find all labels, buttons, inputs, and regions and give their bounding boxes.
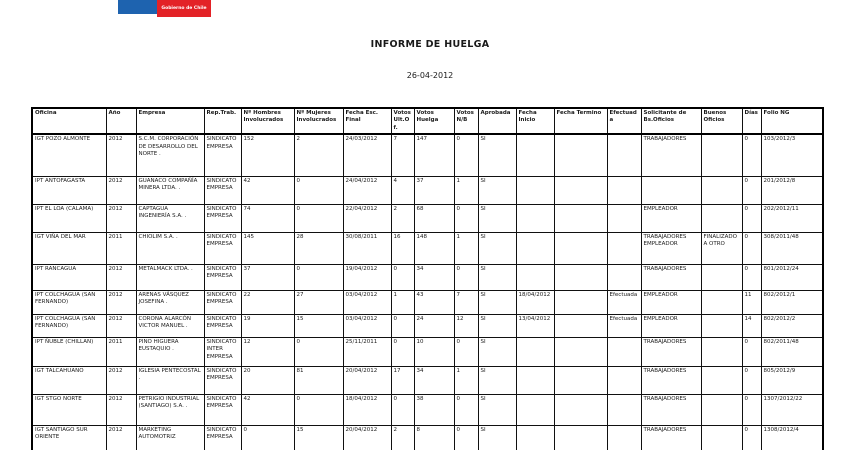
header-row bbox=[32, 108, 823, 134]
table-cell bbox=[607, 337, 641, 366]
table-cell: 0 bbox=[391, 394, 414, 425]
table-cell: 0 bbox=[742, 232, 761, 264]
table-cell bbox=[701, 366, 742, 394]
table-cell: 4 bbox=[391, 176, 414, 204]
column-header: Votos N/B bbox=[454, 108, 478, 134]
table-cell: 0 bbox=[454, 394, 478, 425]
table-cell: IGT VIÑA DEL MAR bbox=[32, 232, 106, 264]
table-row bbox=[32, 290, 823, 314]
table-cell: ARENAS VÁSQUEZ JOSEFINA . bbox=[136, 290, 204, 314]
table-cell: 0 bbox=[294, 394, 343, 425]
table-cell: 0 bbox=[241, 425, 294, 450]
table-cell: SI bbox=[478, 314, 516, 337]
table-cell: 8 bbox=[414, 425, 454, 450]
table-cell: 2011 bbox=[106, 232, 136, 264]
table-cell: 0 bbox=[742, 337, 761, 366]
table-cell: METALMACK LTDA. . bbox=[136, 264, 204, 290]
table-cell: 37 bbox=[241, 264, 294, 290]
table-cell: CAPTAGUA INGENIERÍA S.A. . bbox=[136, 204, 204, 232]
table-cell: 2012 bbox=[106, 134, 136, 176]
table-cell: MARKETING AUTOMOTRIZ bbox=[136, 425, 204, 450]
table-cell bbox=[701, 134, 742, 176]
table-cell bbox=[701, 264, 742, 290]
table-cell bbox=[701, 176, 742, 204]
table-cell: 22/04/2012 bbox=[343, 204, 391, 232]
table-row bbox=[32, 337, 823, 366]
table-cell bbox=[554, 232, 607, 264]
table-cell bbox=[516, 176, 554, 204]
table-cell bbox=[516, 425, 554, 450]
table-cell: TRABAJADORES bbox=[641, 134, 701, 176]
table-cell bbox=[554, 425, 607, 450]
table-cell: IGT STGO NORTE bbox=[32, 394, 106, 425]
table-cell: 03/04/2012 bbox=[343, 290, 391, 314]
table-cell: IPT COLCHAGUA (SAN FERNANDO) bbox=[32, 314, 106, 337]
table-cell: SI bbox=[478, 204, 516, 232]
column-header: Solicitante de Bs.Oficios bbox=[641, 108, 701, 134]
table-cell: TRABAJADORES bbox=[641, 337, 701, 366]
table-cell bbox=[701, 337, 742, 366]
logo-flag-blue bbox=[118, 0, 157, 14]
table-cell: GUANACO COMPAÑÍA MINERA LTDA. . bbox=[136, 176, 204, 204]
table-cell: 2012 bbox=[106, 394, 136, 425]
table-cell: 7 bbox=[391, 134, 414, 176]
column-header: Rep.Trab. bbox=[204, 108, 241, 134]
table-cell: SI bbox=[478, 366, 516, 394]
table-cell: 802/2012/2 bbox=[761, 314, 823, 337]
table-cell: TRABAJADORES bbox=[641, 394, 701, 425]
table-cell: 0 bbox=[742, 394, 761, 425]
table-cell: 1 bbox=[454, 366, 478, 394]
table-cell bbox=[607, 394, 641, 425]
table-cell bbox=[607, 134, 641, 176]
table-cell: 0 bbox=[742, 204, 761, 232]
table-cell: IPT ÑUBLE (CHILLAN) bbox=[32, 337, 106, 366]
table-cell: SI bbox=[478, 264, 516, 290]
table-cell: CHIOLIM S.A. . bbox=[136, 232, 204, 264]
strike-report-table bbox=[31, 107, 824, 450]
table-cell: 27 bbox=[294, 290, 343, 314]
table-cell: 74 bbox=[241, 204, 294, 232]
table-cell: 37 bbox=[414, 176, 454, 204]
table-row bbox=[32, 425, 823, 450]
report-date: 26-04-2012 bbox=[406, 71, 454, 80]
table-cell bbox=[516, 134, 554, 176]
table-cell: Efectuada bbox=[607, 290, 641, 314]
table-cell: 15 bbox=[294, 425, 343, 450]
table-cell bbox=[701, 290, 742, 314]
table-cell: IGT SANTIAGO SUR ORIENTE bbox=[32, 425, 106, 450]
table-cell: SINDICATO INTER EMPRESA bbox=[204, 337, 241, 366]
table-cell: 0 bbox=[742, 264, 761, 290]
table-cell: 0 bbox=[294, 337, 343, 366]
table-cell: SINDICATO EMPRESA bbox=[204, 394, 241, 425]
table-cell: 68 bbox=[414, 204, 454, 232]
table-cell: EMPLEADOR bbox=[641, 314, 701, 337]
table-cell: 24 bbox=[414, 314, 454, 337]
table-cell: 25/11/2011 bbox=[343, 337, 391, 366]
table-cell: 0 bbox=[294, 204, 343, 232]
table-cell bbox=[516, 232, 554, 264]
table-cell: 0 bbox=[454, 134, 478, 176]
table-cell: 2012 bbox=[106, 290, 136, 314]
column-header: Fecha Termino bbox=[554, 108, 607, 134]
table-cell: 802/2011/48 bbox=[761, 337, 823, 366]
table-cell: 0 bbox=[391, 314, 414, 337]
column-header: Fecha Inicio bbox=[516, 108, 554, 134]
table-cell: S.C.M. CORPORACIÓN DE DESARROLLO DEL NORTE . bbox=[136, 134, 204, 176]
table-cell: 30/08/2011 bbox=[343, 232, 391, 264]
table-cell: 103/2012/3 bbox=[761, 134, 823, 176]
table-row bbox=[32, 366, 823, 394]
table-cell: 0 bbox=[454, 425, 478, 450]
table-cell: 34 bbox=[414, 264, 454, 290]
table-cell: SINDICATO EMPRESA bbox=[204, 425, 241, 450]
table-cell: 2 bbox=[294, 134, 343, 176]
table-cell: 2012 bbox=[106, 176, 136, 204]
table-cell: SI bbox=[478, 425, 516, 450]
table-cell: 0 bbox=[454, 204, 478, 232]
gobierno-de-chile-logo bbox=[118, 0, 211, 17]
column-header: Nº Hombres Involucrados bbox=[241, 108, 294, 134]
column-header: Oficina bbox=[32, 108, 106, 134]
table-cell bbox=[516, 204, 554, 232]
table-cell bbox=[516, 394, 554, 425]
table-cell: SINDICATO EMPRESA bbox=[204, 176, 241, 204]
table-cell: 20 bbox=[241, 366, 294, 394]
table-cell bbox=[554, 337, 607, 366]
table-cell bbox=[554, 366, 607, 394]
table-cell: 2012 bbox=[106, 425, 136, 450]
table-cell: IPT EL LOA (CALAMA) bbox=[32, 204, 106, 232]
table-cell: IGT TALCAHUANO bbox=[32, 366, 106, 394]
table-cell bbox=[607, 176, 641, 204]
table-cell: 145 bbox=[241, 232, 294, 264]
table-cell: SINDICATO EMPRESA bbox=[204, 366, 241, 394]
table-cell: 0 bbox=[742, 134, 761, 176]
table-cell: 16 bbox=[391, 232, 414, 264]
table-cell bbox=[607, 366, 641, 394]
table-cell: 12 bbox=[241, 337, 294, 366]
table-header bbox=[32, 108, 823, 134]
table-cell: 18/04/2012 bbox=[516, 290, 554, 314]
table-cell bbox=[701, 314, 742, 337]
table-cell: 42 bbox=[241, 176, 294, 204]
table-cell: 2012 bbox=[106, 314, 136, 337]
column-header: Empresa bbox=[136, 108, 204, 134]
table-row bbox=[32, 264, 823, 290]
table-cell: TRABAJADORES bbox=[641, 366, 701, 394]
table-cell: 19/04/2012 bbox=[343, 264, 391, 290]
table-cell: IPT ANTOFAGASTA bbox=[32, 176, 106, 204]
table-cell: 2 bbox=[391, 204, 414, 232]
table-cell bbox=[554, 204, 607, 232]
table-cell bbox=[607, 425, 641, 450]
table-row bbox=[32, 394, 823, 425]
table-cell: 2012 bbox=[106, 204, 136, 232]
table-cell bbox=[554, 176, 607, 204]
table-cell: 81 bbox=[294, 366, 343, 394]
table-cell: Efectuada bbox=[607, 314, 641, 337]
table-cell: PETRIGIO INDUSTRIAL (SANTIAGO) S.A. . bbox=[136, 394, 204, 425]
table-cell: 18/04/2012 bbox=[343, 394, 391, 425]
table-cell: 42 bbox=[241, 394, 294, 425]
table-cell: 10 bbox=[414, 337, 454, 366]
column-header: Año bbox=[106, 108, 136, 134]
table-cell: 24/03/2012 bbox=[343, 134, 391, 176]
table-cell: 201/2012/8 bbox=[761, 176, 823, 204]
table-cell: 0 bbox=[454, 264, 478, 290]
table-cell bbox=[701, 394, 742, 425]
table-cell: IGT POZO ALMONTE bbox=[32, 134, 106, 176]
table-cell: SI bbox=[478, 176, 516, 204]
table-cell: SINDICATO EMPRESA bbox=[204, 264, 241, 290]
table-cell: SI bbox=[478, 337, 516, 366]
table-cell bbox=[554, 314, 607, 337]
table-cell bbox=[554, 264, 607, 290]
table-cell bbox=[701, 204, 742, 232]
column-header: Buenos Oficios bbox=[701, 108, 742, 134]
table-cell: IGLESIA PENTECOSTAL . bbox=[136, 366, 204, 394]
table-cell: SINDICATO EMPRESA bbox=[204, 134, 241, 176]
table-cell: 152 bbox=[241, 134, 294, 176]
table-cell: 7 bbox=[454, 290, 478, 314]
table-cell: 22 bbox=[241, 290, 294, 314]
table-cell: SINDICATO EMPRESA bbox=[204, 204, 241, 232]
table-cell: 1307/2012/22 bbox=[761, 394, 823, 425]
table-cell: 14 bbox=[742, 314, 761, 337]
table-cell: SI bbox=[478, 290, 516, 314]
table-cell: IPT RANCAGUA bbox=[32, 264, 106, 290]
table-cell: 1 bbox=[454, 232, 478, 264]
table-cell: SINDICATO EMPRESA bbox=[204, 232, 241, 264]
table-cell: CORONA ALARCÓN VICTOR MANUEL . bbox=[136, 314, 204, 337]
table-cell bbox=[607, 264, 641, 290]
table-cell: EMPLEADOR bbox=[641, 290, 701, 314]
logo-text: Gobierno de Chile bbox=[161, 6, 207, 11]
table-cell: 20/04/2012 bbox=[343, 425, 391, 450]
column-header: Votos Ult.Of. bbox=[391, 108, 414, 134]
table-cell: 202/2012/11 bbox=[761, 204, 823, 232]
table-cell: 2 bbox=[391, 425, 414, 450]
table-cell: 43 bbox=[414, 290, 454, 314]
column-header: Votos Huelga bbox=[414, 108, 454, 134]
table-cell: FINALIZADO A OTRO bbox=[701, 232, 742, 264]
table-cell: 17 bbox=[391, 366, 414, 394]
column-header: Efectuada bbox=[607, 108, 641, 134]
table-cell: 20/04/2012 bbox=[343, 366, 391, 394]
table-row bbox=[32, 314, 823, 337]
table-cell: 2011 bbox=[106, 337, 136, 366]
column-header: Días bbox=[742, 108, 761, 134]
table-cell bbox=[554, 134, 607, 176]
table-cell bbox=[554, 290, 607, 314]
table-cell: 148 bbox=[414, 232, 454, 264]
table-cell: 03/04/2012 bbox=[343, 314, 391, 337]
table-cell: 1 bbox=[391, 290, 414, 314]
table-cell: 0 bbox=[742, 366, 761, 394]
table-cell: 38 bbox=[414, 394, 454, 425]
table-cell: EMPLEADOR bbox=[641, 204, 701, 232]
table-cell: 1308/2012/4 bbox=[761, 425, 823, 450]
table-row bbox=[32, 204, 823, 232]
table-cell: TRABAJADORES EMPLEADOR bbox=[641, 232, 701, 264]
table-cell bbox=[516, 337, 554, 366]
table-cell: 2012 bbox=[106, 366, 136, 394]
table-cell bbox=[641, 176, 701, 204]
table-cell bbox=[607, 232, 641, 264]
table-cell: 0 bbox=[391, 264, 414, 290]
table-cell: 12 bbox=[454, 314, 478, 337]
table-cell: 24/04/2012 bbox=[343, 176, 391, 204]
table-cell: IPT COLCHAGUA (SAN FERNANDO) bbox=[32, 290, 106, 314]
table-cell: 15 bbox=[294, 314, 343, 337]
table-cell: 0 bbox=[391, 337, 414, 366]
table-cell: SI bbox=[478, 232, 516, 264]
table-row bbox=[32, 134, 823, 176]
table-body bbox=[32, 134, 823, 450]
table-cell: 0 bbox=[294, 264, 343, 290]
column-header: Fecha Esc. Final bbox=[343, 108, 391, 134]
table-cell: TRABAJADORES bbox=[641, 264, 701, 290]
report-title: INFORME DE HUELGA bbox=[370, 39, 490, 50]
table-cell: 28 bbox=[294, 232, 343, 264]
table-cell bbox=[516, 264, 554, 290]
table-row bbox=[32, 176, 823, 204]
table-cell bbox=[554, 394, 607, 425]
table-cell: 0 bbox=[454, 337, 478, 366]
table-cell: 801/2012/24 bbox=[761, 264, 823, 290]
table-cell: PINO HIGUERA EUSTAQUIO . bbox=[136, 337, 204, 366]
column-header: Folio NG bbox=[761, 108, 823, 134]
table-cell: SI bbox=[478, 134, 516, 176]
column-header: Aprobada bbox=[478, 108, 516, 134]
table-cell: 0 bbox=[742, 176, 761, 204]
table-cell bbox=[607, 204, 641, 232]
table-cell: 147 bbox=[414, 134, 454, 176]
table-cell: SINDICATO EMPRESA bbox=[204, 290, 241, 314]
table-cell: 802/2012/1 bbox=[761, 290, 823, 314]
table-cell: 1 bbox=[454, 176, 478, 204]
table-cell: 0 bbox=[294, 176, 343, 204]
table-cell: 11 bbox=[742, 290, 761, 314]
table-cell: SINDICATO EMPRESA bbox=[204, 314, 241, 337]
table-cell: 13/04/2012 bbox=[516, 314, 554, 337]
column-header: Nº Mujeres Involucrados bbox=[294, 108, 343, 134]
table-cell: 805/2012/9 bbox=[761, 366, 823, 394]
table-cell bbox=[701, 425, 742, 450]
table-cell: 308/2011/48 bbox=[761, 232, 823, 264]
table-cell: 0 bbox=[742, 425, 761, 450]
table-cell bbox=[516, 366, 554, 394]
logo-flag-red bbox=[157, 0, 211, 17]
table-cell: TRABAJADORES bbox=[641, 425, 701, 450]
table-cell: 2012 bbox=[106, 264, 136, 290]
table-cell: 34 bbox=[414, 366, 454, 394]
table-cell: 19 bbox=[241, 314, 294, 337]
table-row bbox=[32, 232, 823, 264]
table-cell: SI bbox=[478, 394, 516, 425]
